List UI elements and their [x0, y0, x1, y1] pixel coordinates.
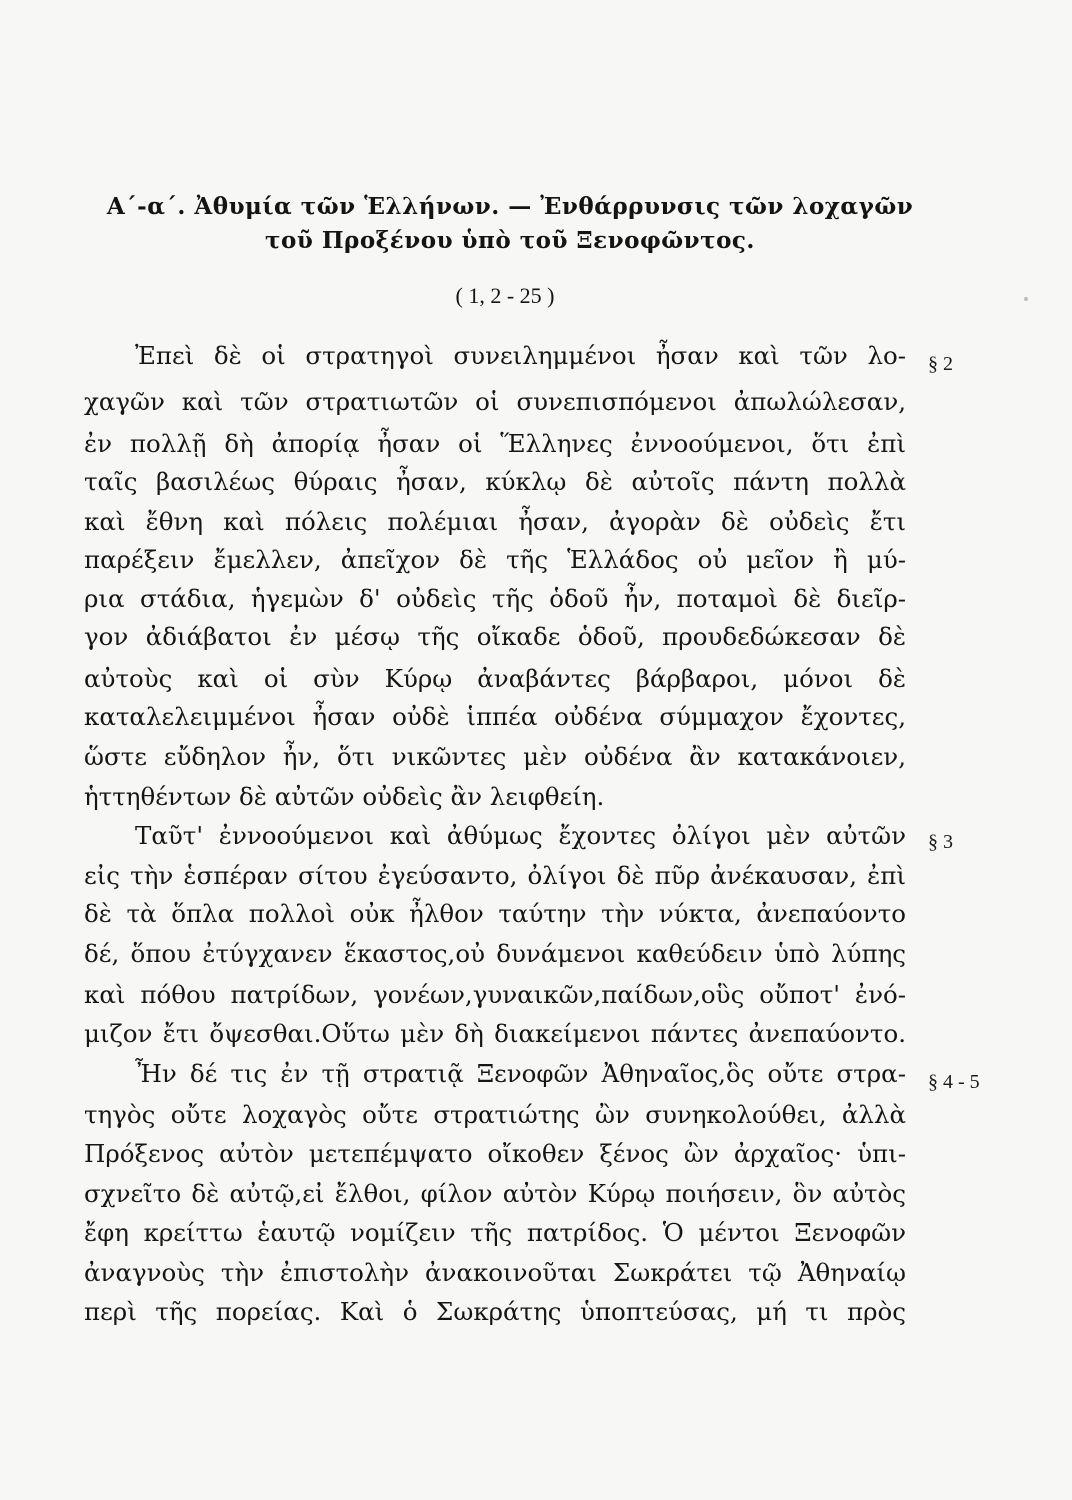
text-line: παρέξειν ἔμελλεν, ἀπεῖχον δὲ τῆς Ἑλλάδος οὐ μεῖον ἢ μύ- — [84, 545, 906, 574]
text-line: ἐν πολλῇ δὴ ἀπορίᾳ ἦσαν οἱ Ἕλληνες ἐννοούμενοι, ὅτι ἐπὶ — [84, 429, 906, 458]
text-line: καὶ ἔθνη καὶ πόλεις πολέμιαι ἦσαν, ἀγορὰν δὲ οὐδεὶς ἔτι — [84, 507, 906, 536]
page-speck — [1024, 297, 1028, 301]
chapter-range: ( 1, 2 - 25 ) — [455, 283, 555, 308]
text-line: ἔφη κρείττω ἑαυτῷ νομίζειν τῆς πατρίδος. Ὁ μέντοι Ξενοφῶν — [84, 1218, 906, 1247]
heading-line-1: Α΄-α΄. Ἀθυμία τῶν Ἑλλήνων. — Ἐνθάρρυνσις τῶν λοχαγῶν — [106, 193, 914, 220]
text-line: δέ, ὅπου ἐτύγχανεν ἕκαστος,οὐ δυνάμενοι καθεύδειν ὑπὸ λύπης — [84, 939, 906, 968]
text-line: Ἦν δέ τις ἐν τῇ στρατιᾷ Ξενοφῶν Ἀθηναῖος,ὃς οὔτε στρα- — [135, 1059, 906, 1088]
text-line: αὐτοὺς καὶ οἱ σὺν Κύρῳ ἀναβάντες βάρβαροι, μόνοι δὲ — [84, 664, 906, 693]
text-line: ὥστε εὔδηλον ἦν, ὅτι νικῶντες μὲν οὐδένα ἂν κατακάνοιεν, — [84, 742, 906, 771]
text-line: ἡττηθέντων δὲ αὐτῶν οὐδεὶς ἂν λειφθείη. — [84, 782, 605, 811]
text-line: σχνεῖτο δὲ αὐτῷ,εἰ ἔλθοι, φίλον αὐτὸν Κύρῳ ποιήσειν, ὃν αὐτὸς — [84, 1179, 906, 1208]
text-line: ταῖς βασιλέως θύραις ἦσαν, κύκλῳ δὲ αὐτοῖς πάντη πολλὰ — [84, 467, 906, 496]
paragraph-marker-4-5: § 4 - 5 — [928, 1071, 980, 1093]
text-line: χαγῶν καὶ τῶν στρατιωτῶν οἱ συνεπισπόμενοι ἀπωλώλεσαν, — [84, 387, 906, 416]
text-line: δὲ τὰ ὅπλα πολλοὶ οὐκ ἦλθον ταύτην τὴν νύκτα, ἀνεπαύοντο — [84, 899, 906, 928]
paragraph-marker-2: § 2 — [928, 353, 953, 375]
text-line: εἰς τὴν ἑσπέραν σίτου ἐγεύσαντο, ὀλίγοι δὲ πῦρ ἀνέκαυσαν, ἐπὶ — [84, 861, 906, 890]
text-line: καταλελειμμένοι ἦσαν οὐδὲ ἱππέα οὐδένα σύμμαχον ἔχοντες, — [84, 702, 906, 731]
paragraph-marker-3: § 3 — [928, 831, 953, 853]
text-line: ρια στάδια, ἡγεμὼν δ' οὐδεὶς τῆς ὁδοῦ ἦν, ποταμοὶ δὲ διεῖρ- — [84, 584, 906, 613]
text-line: Ἐπεὶ δὲ οἱ στρατηγοὶ συνειλημμένοι ἦσαν καὶ τῶν λο- — [135, 341, 906, 370]
text-line: Πρόξενος αὐτὸν μετεπέμψατο οἴκοθεν ξένος ὢν ἀρχαῖος· ὑπι- — [84, 1139, 906, 1168]
text-line: γον ἀδιάβατοι ἐν μέσῳ τῆς οἴκαδε ὁδοῦ, προυδεδώκεσαν δὲ — [84, 622, 906, 651]
text-line: περὶ τῆς πορείας. Καὶ ὁ Σωκράτης ὑποπτεύσας, μή τι πρὸς — [84, 1297, 906, 1326]
heading-line-2: τοῦ Προξένου ὑπὸ τοῦ Ξενοφῶντος. — [265, 227, 755, 254]
text-line: Ταῦτ' ἐννοούμενοι καὶ ἀθύμως ἔχοντες ὀλίγοι μὲν αὐτῶν — [135, 821, 906, 850]
text-line: καὶ πόθου πατρίδων, γονέων,γυναικῶν,παίδων,οὓς οὔποτ' ἐνό- — [84, 980, 906, 1009]
text-line: μιζον ἔτι ὄψεσθαι.Οὕτω μὲν δὴ διακείμενοι πάντες ἀνεπαύοντο. — [84, 1019, 906, 1048]
text-line: ἀναγνοὺς τὴν ἐπιστολὴν ἀνακοινοῦται Σωκράτει τῷ Ἀθηναίῳ — [84, 1258, 906, 1287]
text-line: τηγὸς οὔτε λοχαγὸς οὔτε στρατιώτης ὢν συνηκολούθει, ἀλλὰ — [84, 1100, 906, 1129]
